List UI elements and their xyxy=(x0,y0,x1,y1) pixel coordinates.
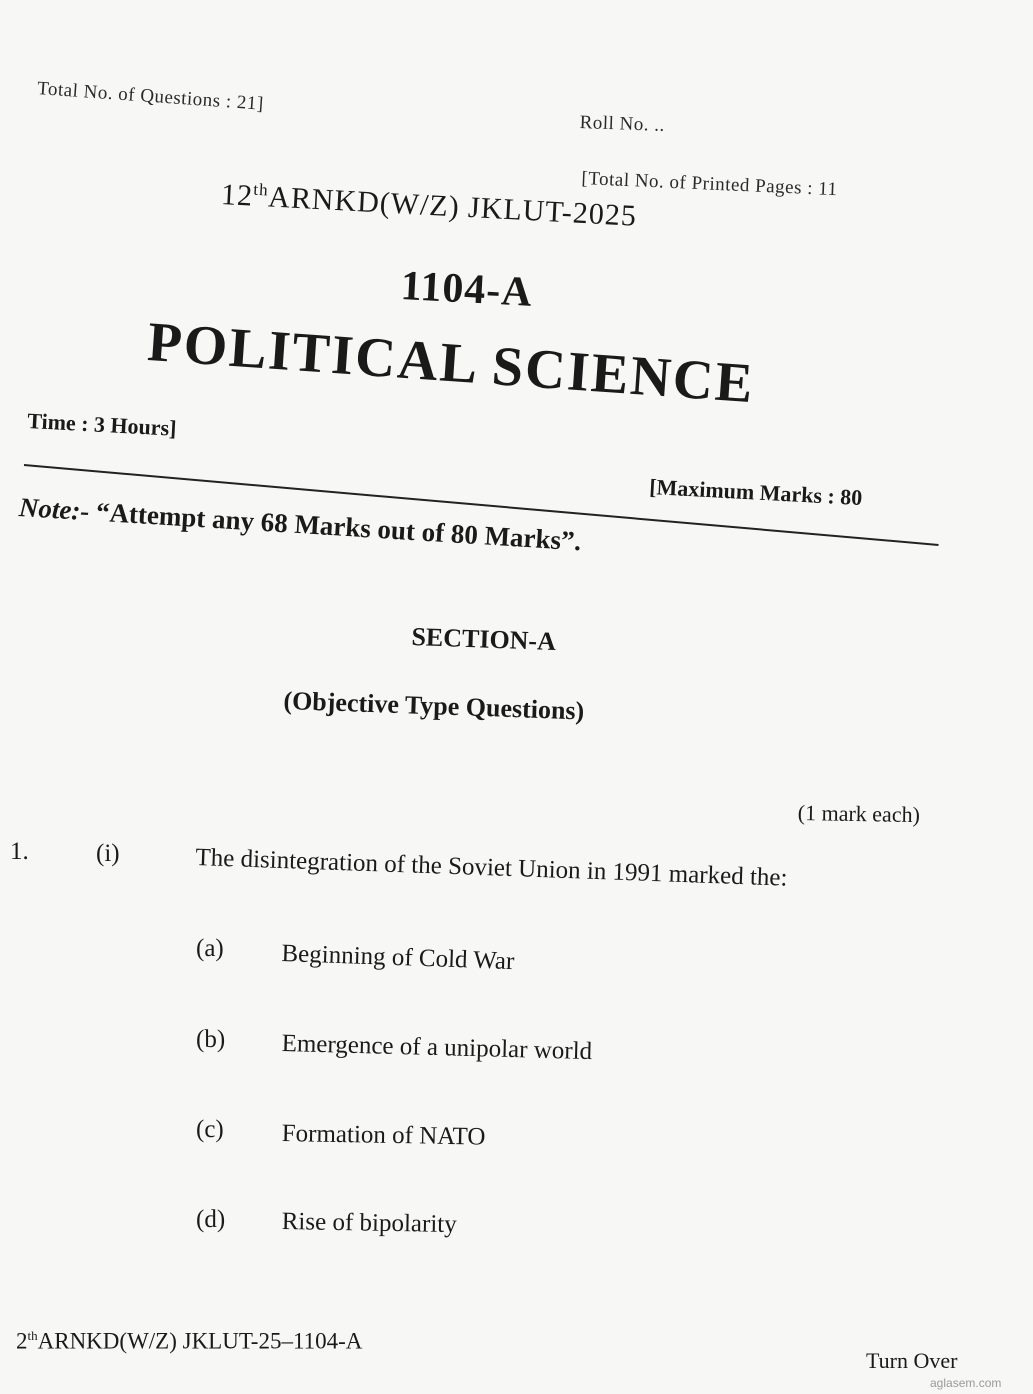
option-text-c: Formation of NATO xyxy=(281,1120,486,1151)
question-text: The disintegration of the Soviet Union in 1991 marked the: xyxy=(195,844,788,892)
exam-code-prefix: 12 xyxy=(220,178,254,213)
option-label-c: (c) xyxy=(196,1116,224,1143)
option-label-b: (b) xyxy=(196,1026,226,1053)
time-allowed: Time : 3 Hours] xyxy=(26,408,178,441)
note xyxy=(18,492,582,557)
footer-code-prefix: 2 xyxy=(16,1328,28,1354)
printed-pages: [Total No. of Printed Pages : 11 xyxy=(581,168,838,201)
option-text-a: Beginning of Cold War xyxy=(281,940,515,976)
option-label-a: (a) xyxy=(196,935,224,962)
option-text-d: Rise of bipolarity xyxy=(281,1208,457,1239)
total-questions: Total No. of Questions : 21] xyxy=(36,78,265,115)
paper-code: 1104-A xyxy=(399,262,534,316)
watermark: aglasem.com xyxy=(930,1376,1002,1390)
exam-code-rest: ARNKD(W/Z) JKLUT-2025 xyxy=(267,180,638,233)
section-subtitle: (Objective Type Questions) xyxy=(282,686,585,726)
exam-code-sup: th xyxy=(252,179,270,200)
note-label: Note:- xyxy=(18,492,91,527)
note-text: “Attempt any 68 Marks out of 80 Marks”. xyxy=(95,496,583,557)
footer-code xyxy=(16,1328,362,1355)
marks-each: (1 mark each) xyxy=(797,800,921,828)
option-label-d: (d) xyxy=(196,1206,226,1233)
footer-code-rest: ARNKD(W/Z) JKLUT-25–1104-A xyxy=(37,1328,363,1354)
question-number: 1. xyxy=(10,838,29,865)
section-title: SECTION-A xyxy=(410,622,557,657)
maximum-marks: [Maximum Marks : 80 xyxy=(648,474,863,511)
option-text-b: Emergence of a unipolar world xyxy=(281,1030,593,1066)
roll-number: Roll No. .. xyxy=(579,112,666,136)
subject-title: POLITICAL SCIENCE xyxy=(145,310,757,416)
question-sub-number: (i) xyxy=(96,840,120,867)
footer-code-sup: th xyxy=(27,1328,38,1343)
turn-over: Turn Over xyxy=(866,1348,958,1373)
exam-code xyxy=(220,178,637,234)
